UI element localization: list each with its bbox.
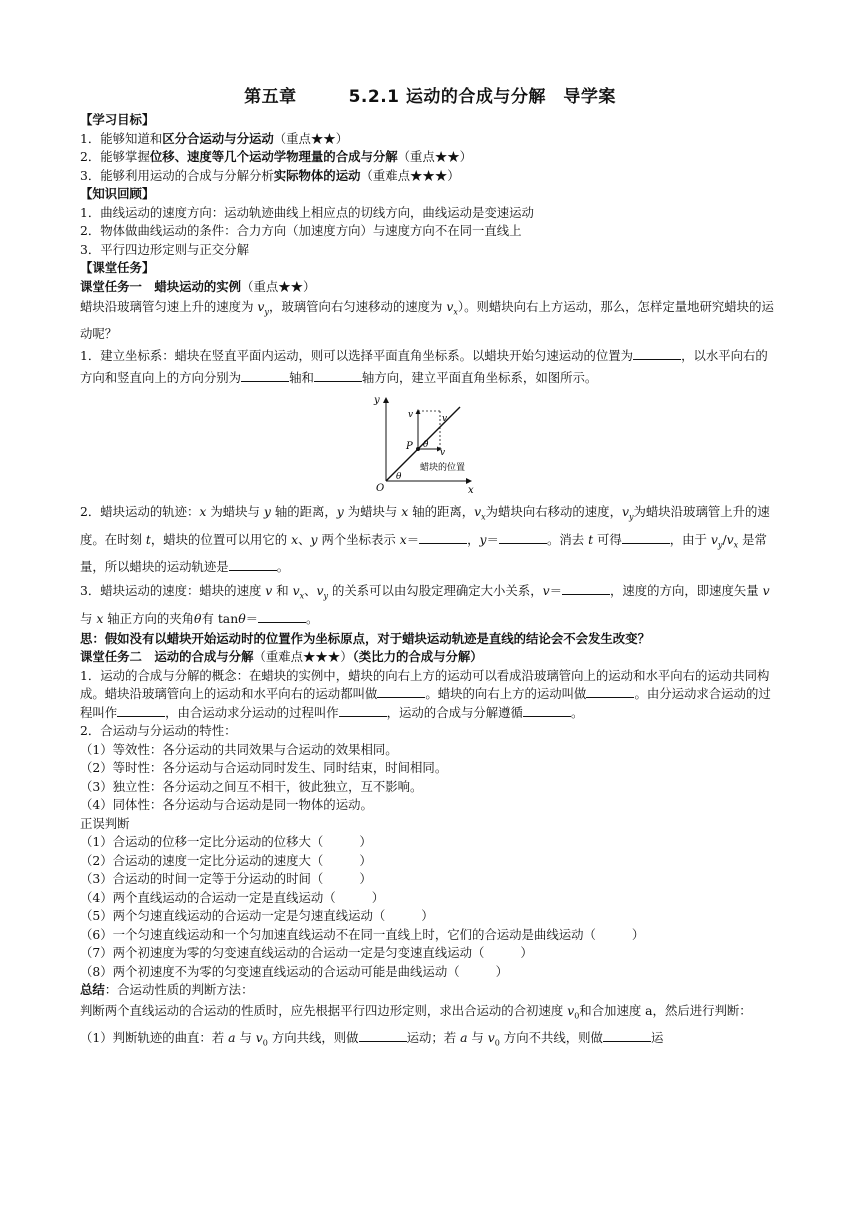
answer-blank[interactable] [258,610,306,623]
theta-label: θ [396,472,402,483]
judge-item-4: （4）两个直线运动的合运动一定是直线运动（ ） [80,889,385,905]
chapter-label: 第五章 [244,87,297,107]
judge-item-5: （5）两个匀速直线运动的合运动一定是匀速直线运动（ ） [80,908,434,924]
review-heading: 【知识回顾】 [80,186,155,201]
document-page [80,82,780,1055]
goals-heading: 【学习目标】 [80,112,155,127]
answer-blank[interactable] [523,704,571,717]
answer-blank[interactable] [314,369,362,382]
answer-blank[interactable] [562,582,610,595]
task1-intro: 蜡块沿玻璃管匀速上升的速度为 $v_y$，玻璃管向右匀速移动的速度为 $v_x$）。则蜡块向右上方运动，那么，怎样定量地研究蜡块的运动呢？ [80,299,774,342]
task1-step3: 3．蜡块运动的速度：蜡块的速度 v 和 $v_x$、$v_y$ 的关系可以由勾股定理确定大小关系，v＝ ，速度的方向，即速度矢量 v 与 x 轴正方向的夹角θ有 tanθ＝ 。 [80,583,770,626]
vy-label: v [408,410,414,421]
task2-properties: 2．合运动与分运动的特性： [80,723,237,739]
review-1: 1．曲线运动的速度方向：运动轨迹曲线上相应点的切线方向，曲线运动是变速运动 [80,204,534,220]
answer-blank[interactable] [603,1029,651,1042]
task1-title: 课堂任务一 蜡块运动的实例（重点★★） [80,278,316,294]
vx-label: v [440,448,446,459]
property-1: （1）等效性：各分运动的共同效果与合运动的效果相同。 [80,741,398,757]
answer-blank[interactable] [499,531,547,544]
wax-block-figure [80,393,780,497]
answer-blank[interactable] [359,1029,407,1042]
answer-blank[interactable] [339,704,387,717]
goal-2: 2．能够掌握位移、速度等几个运动学物理量的合成与分解（重点★★） [80,149,472,164]
point-p-label: P [406,441,413,453]
answer-blank[interactable] [622,531,670,544]
answer-blank[interactable] [633,347,681,360]
task2-title: 课堂任务二 运动的合成与分解（重难点★★★）（类比力的合成与分解） [80,649,483,665]
summary-rule-1: （1）判断轨迹的曲直：若 a 与 $v_0$ 方向共线，则做 运动；若 a 与 $v_0$ 方向不共线，则做 运 [80,1030,664,1048]
answer-blank[interactable] [241,369,289,382]
property-4: （4）同体性：各分运动与合运动是同一物体的运动。 [80,797,373,813]
judge-item-1: （1）合运动的位移一定比分运动的位移大（ ） [80,834,372,850]
task1-step2: 2．蜡块运动的轨迹：x 为蜡块与 y 轴的距离，y 为蜡块与 x 轴的距离，$v_x$为蜡块向右移动的速度，$v_y$为蜡块沿玻璃管上升的速度。在时刻 t，蜡块的位置可以用它的 x、y 两个坐标表示 x＝ ，y＝ 。消去 t 可得 ，由于 $v_y/v_x$ 是常量，所以蜡块的运动轨迹是 。 [80,504,770,575]
summary-text: 判断两个直线运动的合运动的性质时，应先根据平行四边形定则，求出合运动的合初速度 $v_0$和合加速度 a，然后进行判断： [80,1002,752,1021]
judge-item-2: （2）合运动的速度一定比分运动的速度大（ ） [80,852,372,868]
answer-blank[interactable] [586,685,634,698]
theta-label: θ [423,440,429,451]
origin-label: O [376,483,385,495]
answer-blank[interactable] [419,531,467,544]
judge-item-7: （7）两个初速度为零的匀变速直线运动的合运动一定是匀变速直线运动（ ） [80,945,533,961]
page-title [80,82,780,107]
answer-blank[interactable] [377,685,425,698]
class-heading: 【课堂任务】 [80,260,155,275]
goal-3: 3．能够利用运动的合成与分解分析实际物体的运动（重难点★★★） [80,167,460,183]
task2-concept: 1．运动的合成与分解的概念：在蜡块的实例中，蜡块的向右上方的运动可以看成沿玻璃管向上的运动和水平向右的运动共同构成。蜡块沿玻璃管向上的运动和水平向右的运动都叫做 。蜡块的向右上方的运动叫做 。由分运动求合运动的过程叫作 ，由合运动求分运动的过程叫作 ，运动的合成与分解遵循 。 [80,667,771,720]
lesson-title: 5.2.1 运动的合成与分解 导学案 [348,87,616,107]
figure-caption: 蜡块的位置 [420,463,466,474]
answer-blank[interactable] [229,558,277,571]
coordinate-diagram [370,393,480,497]
judge-item-3: （3）合运动的时间一定等于分运动的时间（ ） [80,871,372,887]
review-3: 3．平行四边形定则与正交分解 [80,241,249,257]
x-axis-label: x [468,485,474,497]
review-2: 2．物体做曲线运动的条件：合力方向（加速度方向）与速度方向不在同一直线上 [80,223,522,238]
answer-blank[interactable] [117,704,165,717]
goal-1: 1．能够知道和区分合运动与分运动（重点★★） [80,130,349,146]
v-label: v [442,414,448,425]
judge-item-8: （8）两个初速度不为零的匀变速直线运动的合运动可能是曲线运动（ ） [80,963,508,979]
think-question: 思：假如没有以蜡块开始运动时的位置作为坐标原点，对于蜡块运动轨迹是直线的结论会不会发生改变？ [80,630,650,646]
property-3: （3）独立性：各分运动之间互不相干，彼此独立，互不影响。 [80,778,423,794]
property-2: （2）等时性：各分运动与合运动同时发生、同时结束，时间相同。 [80,760,448,776]
judge-item-6: （6）一个匀速直线运动和一个匀加速直线运动不在同一直线上时，它们的合运动是曲线运动（ ） [80,926,645,942]
y-axis-label: y [374,395,380,407]
task1-step1: 1．建立坐标系：蜡块在竖直平面内运动，则可以选择平面直角坐标系。以蜡块开始匀速运动的位置为 ，以水平向右的方向和竖直向上的方向分别为 轴和 轴方向，建立平面直角坐标系，如图所示。 [80,348,768,386]
summary-heading: 总结：合运动性质的判断方法： [80,982,254,998]
judge-heading: 正误判断 [80,815,130,831]
